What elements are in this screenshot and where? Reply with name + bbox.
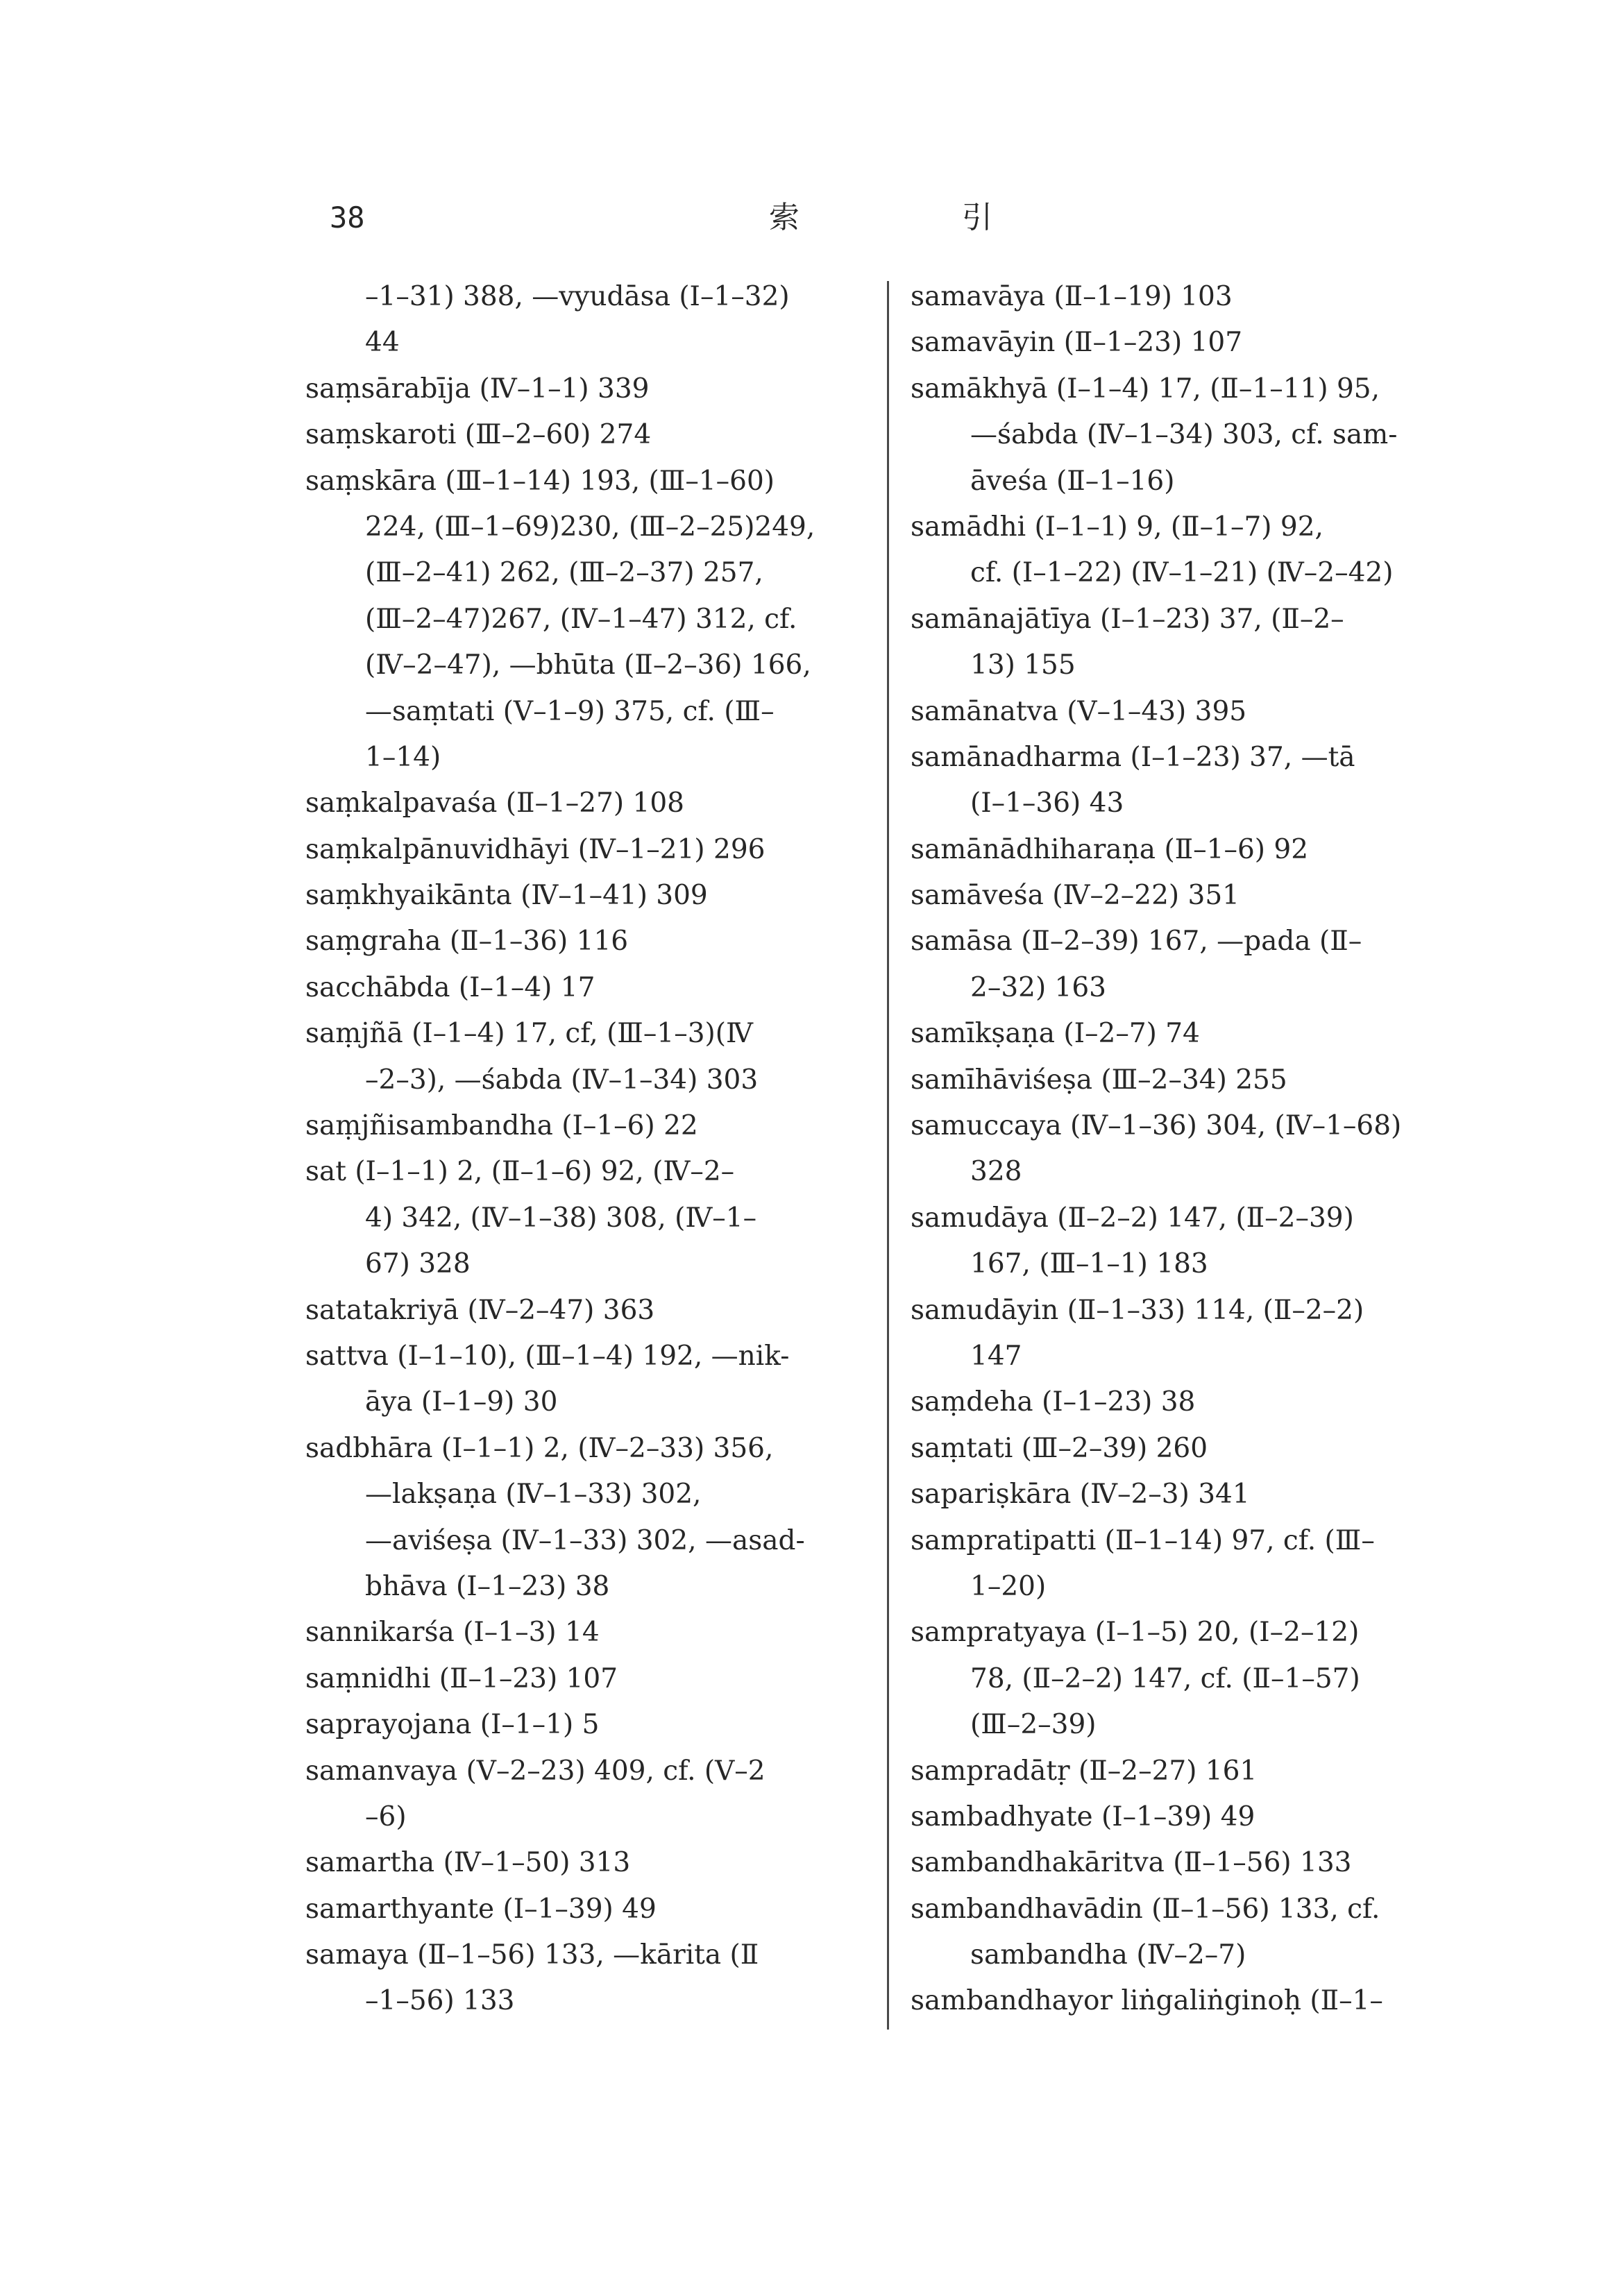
index-entry-line: samānatva (Ⅴ–1–43) 395 (911, 695, 1247, 727)
index-entry-line: saṃjñā (Ⅰ–1–4) 17, cf, (Ⅲ–1–3)(Ⅳ (305, 1018, 753, 1050)
index-entry-line: samādhi (Ⅰ–1–1) 9, (Ⅱ–1–7) 92, (911, 511, 1323, 543)
running-title-left: 索 (769, 200, 800, 235)
index-entry-line: sampratipatti (Ⅱ–1–14) 97, cf. (Ⅲ– (911, 1524, 1375, 1556)
column-divider (887, 281, 889, 2030)
index-entry-line: —aviśeṣa (Ⅳ–1–33) 302, —asad- (365, 1524, 805, 1556)
index-entry-line: 78, (Ⅱ–2–2) 147, cf. (Ⅱ–1–57) (970, 1663, 1360, 1694)
index-entry-line: 13) 155 (970, 649, 1076, 681)
index-entry-line: sattva (Ⅰ–1–10), (Ⅲ–1–4) 192, —nik- (305, 1340, 790, 1372)
index-entry-line: 67) 328 (365, 1248, 471, 1280)
index-entry-line: bhāva (Ⅰ–1–23) 38 (365, 1570, 610, 1602)
index-entry-line: samavāyin (Ⅱ–1–23) 107 (911, 327, 1243, 359)
index-entry-line: samartha (Ⅳ–1–50) 313 (305, 1847, 631, 1879)
index-entry-line: sat (Ⅰ–1–1) 2, (Ⅱ–1–6) 92, (Ⅳ–2– (305, 1156, 735, 1188)
page-number: 38 (330, 201, 365, 235)
index-entry-line: samānādhiharaṇa (Ⅱ–1–6) 92 (911, 833, 1309, 865)
index-entry-line: samākhyā (Ⅰ–1–4) 17, (Ⅱ–1–11) 95, (911, 373, 1380, 405)
index-entry-line: saṃsārabīja (Ⅳ–1–1) 339 (305, 373, 650, 405)
index-entry-line: 1–14) (365, 741, 441, 773)
index-entry-line: 167, (Ⅲ–1–1) 183 (970, 1248, 1208, 1280)
index-entry-line: sacchābda (Ⅰ–1–4) 17 (305, 971, 595, 1003)
index-entry-line: sannikarśa (Ⅰ–1–3) 14 (305, 1617, 600, 1649)
index-entry-line: 4) 342, (Ⅳ–1–38) 308, (Ⅳ–1– (365, 1202, 757, 1234)
index-entry-line: (Ⅲ–2–47)267, (Ⅳ–1–47) 312, cf. (365, 603, 797, 635)
index-entry-line: (Ⅲ–2–39) (970, 1709, 1097, 1741)
index-entry-line: saṃkhyaikānta (Ⅳ–1–41) 309 (305, 880, 708, 912)
index-entry-line: samudāyin (Ⅱ–1–33) 114, (Ⅱ–2–2) (911, 1294, 1364, 1326)
index-entry-line: samāveśa (Ⅳ–2–22) 351 (911, 880, 1240, 912)
index-entry-line: 1–20) (970, 1570, 1047, 1602)
index-entry-line: samarthyante (Ⅰ–1–39) 49 (305, 1893, 657, 1925)
index-entry-line: saṃgraha (Ⅱ–1–36) 116 (305, 926, 629, 958)
index-entry-line: 147 (970, 1340, 1022, 1372)
index-entry-line: sambandhavādin (Ⅱ–1–56) 133, cf. (911, 1893, 1380, 1925)
right-index-column (911, 274, 1480, 2025)
index-entry-line: sapariṣkāra (Ⅳ–2–3) 341 (911, 1479, 1250, 1511)
index-entry-line: —lakṣaṇa (Ⅳ–1–33) 302, (365, 1479, 702, 1511)
index-entry-line: –1–56) 133 (365, 1985, 515, 2017)
index-entry-line: sambandhakāritva (Ⅱ–1–56) 133 (911, 1847, 1352, 1879)
index-entry-line: sambadhyate (Ⅰ–1–39) 49 (911, 1801, 1255, 1832)
index-entry-line: samāsa (Ⅱ–2–39) 167, —pada (Ⅱ– (911, 926, 1362, 958)
index-entry-line: –1–31) 388, —vyudāsa (Ⅰ–1–32) (365, 281, 790, 312)
index-entry-line: —saṃtati (Ⅴ–1–9) 375, cf. (Ⅲ– (365, 695, 775, 727)
index-entry-line: sampradātṛ (Ⅱ–2–27) 161 (911, 1755, 1258, 1787)
index-entry-line: saṃjñisambandha (Ⅰ–1–6) 22 (305, 1110, 698, 1142)
index-entry-line: sambandha (Ⅳ–2–7) (970, 1939, 1246, 1971)
index-entry-line: saṃskaroti (Ⅲ–2–60) 274 (305, 419, 652, 451)
index-entry-line: samīhāviśeṣa (Ⅲ–2–34) 255 (911, 1064, 1287, 1096)
index-entry-line: (Ⅲ–2–41) 262, (Ⅲ–2–37) 257, (365, 557, 763, 589)
index-entry-line: cf. (Ⅰ–1–22) (Ⅳ–1–21) (Ⅳ–2–42) (970, 557, 1394, 589)
index-entry-line: samānadharma (Ⅰ–1–23) 37, —tā (911, 741, 1355, 773)
index-entry-line: samavāya (Ⅱ–1–19) 103 (911, 281, 1233, 312)
running-title-right: 引 (962, 200, 992, 235)
index-entry-line: 328 (970, 1156, 1022, 1188)
index-entry-line: saṃnidhi (Ⅱ–1–23) 107 (305, 1663, 618, 1694)
index-entry-line: –2–3), —śabda (Ⅳ–1–34) 303 (365, 1064, 759, 1096)
index-entry-line: sadbhāra (Ⅰ–1–1) 2, (Ⅳ–2–33) 356, (305, 1432, 774, 1464)
index-entry-line: sampratyaya (Ⅰ–1–5) 20, (Ⅰ–2–12) (911, 1617, 1360, 1649)
index-entry-line: samuccaya (Ⅳ–1–36) 304, (Ⅳ–1–68) (911, 1110, 1402, 1142)
index-entry-line: (Ⅰ–1–36) 43 (970, 788, 1124, 819)
index-entry-line: —śabda (Ⅳ–1–34) 303, cf. sam- (970, 419, 1398, 451)
index-entry-line: samīkṣaṇa (Ⅰ–2–7) 74 (911, 1018, 1200, 1050)
index-entry-line: saprayojana (Ⅰ–1–1) 5 (305, 1709, 600, 1741)
index-entry-line: saṃdeha (Ⅰ–1–23) 38 (911, 1386, 1196, 1418)
index-entry-line: (Ⅳ–2–47), —bhūta (Ⅱ–2–36) 166, (365, 649, 811, 681)
index-entry-line: saṃskāra (Ⅲ–1–14) 193, (Ⅲ–1–60) (305, 465, 775, 497)
index-entry-line: samanvaya (Ⅴ–2–23) 409, cf. (Ⅴ–2 (305, 1755, 766, 1787)
index-entry-line: samudāya (Ⅱ–2–2) 147, (Ⅱ–2–39) (911, 1202, 1354, 1234)
index-entry-line: samānajātīya (Ⅰ–1–23) 37, (Ⅱ–2– (911, 603, 1344, 635)
index-entry-line: samaya (Ⅱ–1–56) 133, —kārita (Ⅱ (305, 1939, 759, 1971)
index-entry-line: saṃkalpavaśa (Ⅱ–1–27) 108 (305, 788, 684, 819)
index-entry-line: āya (Ⅰ–1–9) 30 (365, 1386, 558, 1418)
index-entry-line: 2–32) 163 (970, 971, 1106, 1003)
index-entry-line: āveśa (Ⅱ–1–16) (970, 465, 1175, 497)
index-entry-line: sambandhayor liṅgaliṅginoḥ (Ⅱ–1– (911, 1985, 1383, 2017)
left-index-column (305, 274, 902, 2025)
index-entry-line: 44 (365, 327, 400, 359)
index-entry-line: satatakriyā (Ⅳ–2–47) 363 (305, 1294, 655, 1326)
index-entry-line: –6) (365, 1801, 407, 1832)
index-entry-line: 224, (Ⅲ–1–69)230, (Ⅲ–2–25)249, (365, 511, 815, 543)
index-entry-line: saṃkalpānuvidhāyi (Ⅳ–1–21) 296 (305, 833, 766, 865)
index-entry-line: saṃtati (Ⅲ–2–39) 260 (911, 1432, 1208, 1464)
